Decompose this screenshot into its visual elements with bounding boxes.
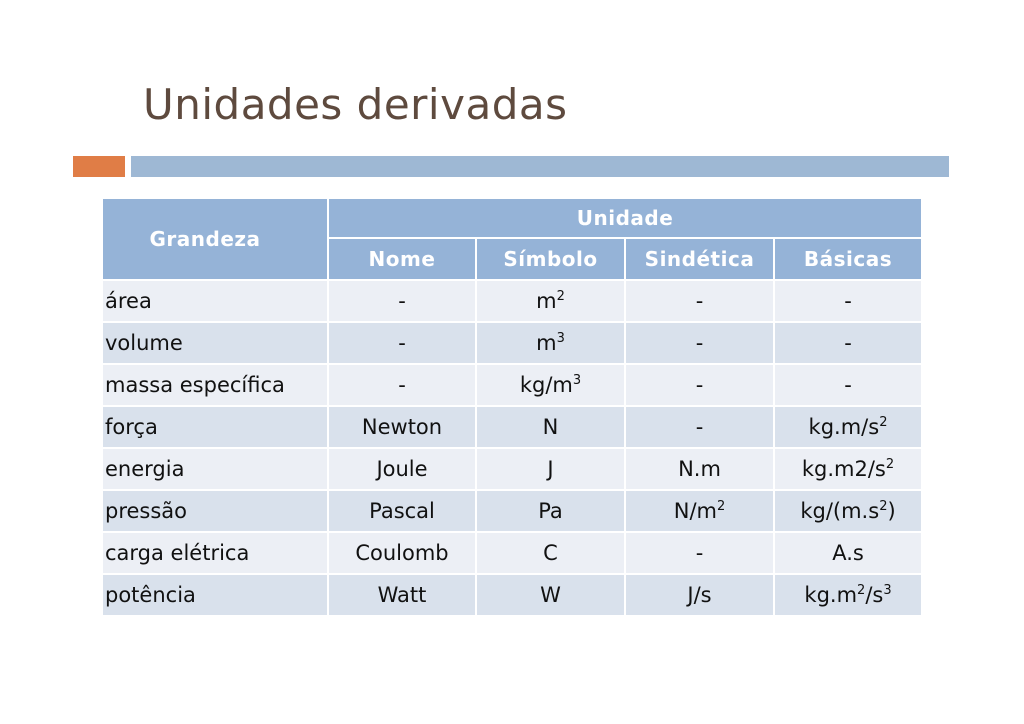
cell-sindetica: [625, 322, 774, 364]
header-unidade: Unidade: [328, 198, 922, 238]
cell-nome: -: [328, 364, 476, 406]
cell-basicas: [774, 280, 922, 322]
cell-basicas: [774, 364, 922, 406]
header-nome: Nome: [328, 238, 476, 280]
cell-grandeza: potência: [102, 574, 328, 616]
cell-simbolo: [476, 448, 625, 490]
cell-basicas: [774, 448, 922, 490]
unit-text: Pa: [538, 499, 563, 523]
cell-basicas: [774, 574, 922, 616]
cell-sindetica: [625, 364, 774, 406]
cell-nome: -: [328, 322, 476, 364]
cell-grandeza: energia: [102, 448, 328, 490]
unit-text: kg/(m.s: [800, 499, 880, 523]
unit-text: kg.m/s: [808, 415, 880, 439]
cell-nome: Watt: [328, 574, 476, 616]
unit-text: -: [695, 373, 704, 397]
cell-grandeza: pressão: [102, 490, 328, 532]
cell-nome: Pascal: [328, 490, 476, 532]
unit-text: A.s: [832, 541, 864, 565]
cell-simbolo: [476, 322, 625, 364]
cell-sindetica: [625, 490, 774, 532]
table-row: [102, 448, 922, 490]
unit-text: N.m: [678, 457, 721, 481]
cell-sindetica: [625, 280, 774, 322]
slide-title: Unidades derivadas: [143, 80, 568, 129]
table-row: [102, 574, 922, 616]
exponent: 2: [556, 289, 565, 304]
exponent: 3: [556, 331, 565, 346]
unit-text: -: [695, 541, 704, 565]
table-row: [102, 322, 922, 364]
cell-grandeza: área: [102, 280, 328, 322]
unit-text: W: [540, 583, 561, 607]
table-row: [102, 490, 922, 532]
table-row: [102, 280, 922, 322]
cell-simbolo: [476, 490, 625, 532]
accent-bar-orange: [73, 156, 125, 177]
exponent: 2: [879, 499, 888, 514]
cell-sindetica: [625, 532, 774, 574]
accent-bar-blue: [131, 156, 949, 177]
unit-text: N/m: [673, 499, 717, 523]
unit-text: kg.m2/s: [801, 457, 886, 481]
table-row: [102, 406, 922, 448]
derived-units-table: [101, 197, 923, 617]
unit-text: /s: [865, 583, 884, 607]
unit-text: -: [844, 331, 852, 355]
header-basicas: Básicas: [774, 238, 922, 280]
cell-sindetica: [625, 448, 774, 490]
cell-basicas: [774, 490, 922, 532]
exponent: 2: [857, 583, 866, 598]
exponent: 3: [883, 583, 892, 598]
unit-text: ): [887, 499, 896, 523]
cell-basicas: [774, 406, 922, 448]
cell-nome: Newton: [328, 406, 476, 448]
unit-text: C: [543, 541, 558, 565]
table-row: [102, 364, 922, 406]
cell-nome: Coulomb: [328, 532, 476, 574]
table-row: [102, 532, 922, 574]
cell-simbolo: [476, 532, 625, 574]
cell-nome: Joule: [328, 448, 476, 490]
cell-nome: -: [328, 280, 476, 322]
unit-text: N: [542, 415, 559, 439]
unit-text: J/s: [687, 583, 712, 607]
cell-grandeza: massa específica: [102, 364, 328, 406]
cell-grandeza: carga elétrica: [102, 532, 328, 574]
exponent: 2: [879, 415, 888, 430]
unit-text: -: [844, 289, 852, 313]
cell-simbolo: [476, 364, 625, 406]
header-grandeza: Grandeza: [102, 198, 328, 280]
unit-text: kg.m: [804, 583, 858, 607]
cell-grandeza: volume: [102, 322, 328, 364]
unit-text: m: [536, 331, 557, 355]
unit-text: kg/m: [519, 373, 573, 397]
exponent: 3: [572, 373, 582, 388]
header-sindetica: Sindética: [625, 238, 774, 280]
unit-text: m: [536, 289, 557, 313]
unit-text: -: [844, 373, 852, 397]
unit-text: -: [695, 331, 704, 355]
cell-basicas: [774, 322, 922, 364]
cell-simbolo: [476, 280, 625, 322]
exponent: 2: [716, 499, 726, 514]
header-simbolo: Símbolo: [476, 238, 625, 280]
unit-text: -: [695, 289, 704, 313]
cell-sindetica: [625, 574, 774, 616]
unit-text: -: [695, 415, 704, 439]
exponent: 2: [885, 457, 895, 472]
cell-simbolo: [476, 406, 625, 448]
cell-sindetica: [625, 406, 774, 448]
unit-text: J: [547, 457, 554, 481]
cell-grandeza: força: [102, 406, 328, 448]
cell-simbolo: [476, 574, 625, 616]
cell-basicas: [774, 532, 922, 574]
